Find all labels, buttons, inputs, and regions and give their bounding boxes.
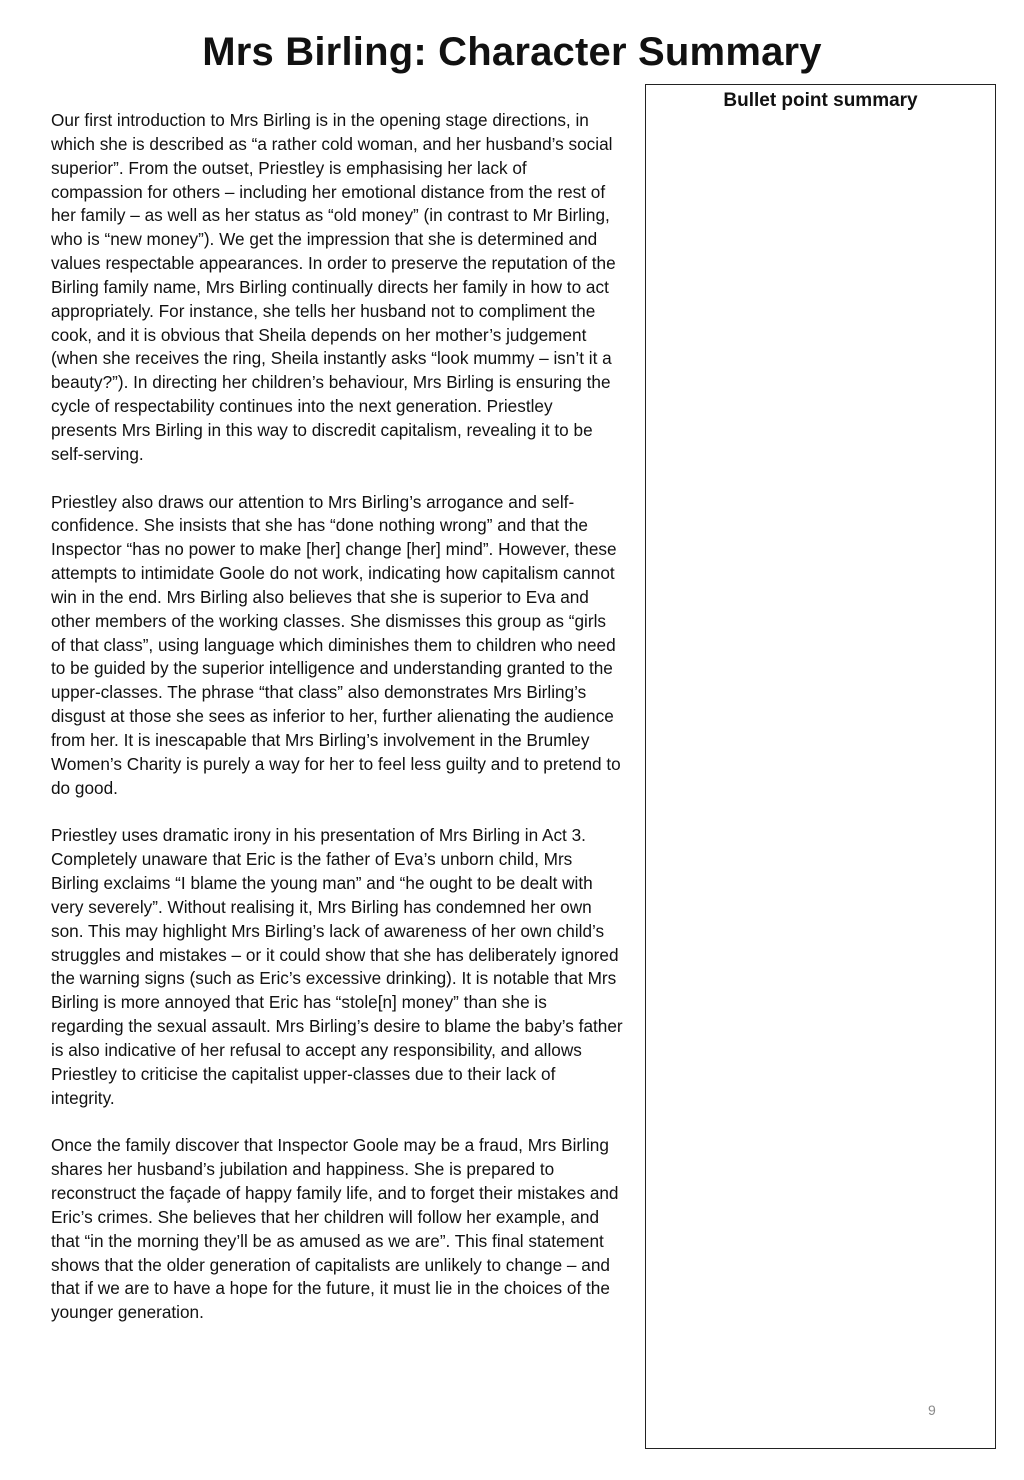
page-title: Mrs Birling: Character Summary bbox=[202, 30, 822, 74]
page-number: 9 bbox=[928, 1402, 936, 1418]
summary-writing-area[interactable] bbox=[656, 125, 985, 1408]
paragraph-dramatic-irony: Priestley uses dramatic irony in his presentation of Mrs Birling in Act 3. Completely unaware that Eric is the father of Eva’s unborn child, Mrs Birling exclaims “I blame the young man” and “he ought to be dealt with very severely”. Without realising it, Mrs Birling has condemned her own son. This may highlight Mrs Birling’s lack of awareness of her own child’s struggles and mistakes – or it could show that she has deliberately ignored the warning signs (such as Eric’s excessive drinking). It is notable that Mrs Birling is more annoyed that Eric has “stole[n] money” than she is regarding the sexual assault. Mrs Birling’s desire to blame the baby’s father is also indicative of her refusal to accept any responsibility, and allows Priestley to criticise the capitalist upper-classes due to their lack of integrity. bbox=[51, 825, 623, 1108]
summary-heading: Bullet point summary bbox=[723, 90, 918, 111]
character-summary-text bbox=[51, 109, 623, 1349]
paragraph-introduction: Our first introduction to Mrs Birling is in the opening stage directions, in which she is described as “a rather cold woman, and her husband’s social superior”. From the outset, Priestley is emphasising her lack of compassion for others – including her emotional distance from the rest of her family – as well as her status as “old money” (in contrast to Mr Birling, who is “new money”). We get the impression that she is determined and values respectable appearances. In order to preserve the reputation of the Birling family name, Mrs Birling continually directs her family in how to act appropriately. For instance, she tells her husband not to compliment the cook, and it is obvious that Sheila depends on her mother’s judgement (when she receives the ring, Sheila instantly asks “look mummy – isn’t it a beauty?”). In directing her children’s behaviour, Mrs Birling is ensuring the cycle of respectability continues into the next generation. Priestley presents Mrs Birling in this way to discredit capitalism, revealing it to be self-serving. bbox=[51, 110, 616, 464]
paragraph-ending: Once the family discover that Inspector Goole may be a fraud, Mrs Birling shares her husband’s jubilation and happiness. She is prepared to reconstruct the façade of happy family life, and to forget their mistakes and Eric’s crimes. She believes that her children will follow her example, and that “in the morning they’ll be as amused as we are”. This final statement shows that the older generation of capitalists are unlikely to change – and that if we are to have a hope for the future, it must lie in the choices of the younger generation. bbox=[51, 1135, 619, 1323]
paragraph-arrogance: Priestley also draws our attention to Mrs Birling’s arrogance and self-confidence. She insists that she has “done nothing wrong” and that the Inspector “has no power to make [her] change [her] mind”. However, these attempts to intimidate Goole do not work, indicating how capitalism cannot win in the end. Mrs Birling also believes that she is superior to Eva and other members of the working classes. She dismisses this group as “girls of that class”, using language which diminishes them to children who need to be guided by the superior intelligence and understanding granted to the upper-classes. The phrase “that class” also demonstrates Mrs Birling’s disgust at those she sees as inferior to her, further alienating the audience from her. It is inescapable that Mrs Birling’s involvement in the Brumley Women’s Charity is purely a way for her to feel less guilty and to pretend to do good. bbox=[51, 491, 621, 798]
bullet-point-summary-box[interactable] bbox=[645, 84, 996, 1449]
